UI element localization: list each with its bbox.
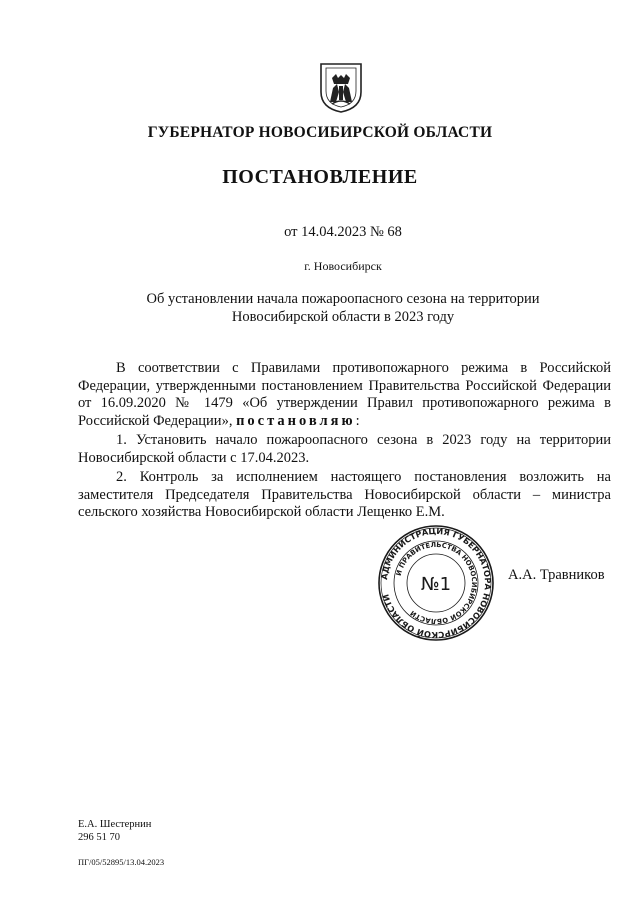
coat-of-arms-emblem [318, 62, 364, 114]
item-1-paragraph: 1. Установить начало пожароопасного сезона в 2023 году на территории Новосибирской области с 17.04.2023. [78, 432, 611, 466]
signatory-name: А.А. Травников [508, 567, 605, 583]
seal-outer-text: АДМИНИСТРАЦИЯ ГУБЕРНАТОРА НОВОСИБИРСКОЙ ОБЛАСТИ [379, 525, 494, 641]
executor-name: Е.А. Шестернин [78, 819, 152, 830]
decree-colon: : [355, 412, 360, 429]
city-label: г. Новосибирск [304, 259, 382, 273]
subject-line-1: Об установлении начала пожароопасного сезона на территории [146, 291, 540, 307]
authority-heading: ГУБЕРНАТОР НОВОСИБИРСКОЙ ОБЛАСТИ [147, 124, 493, 141]
official-seal-stamp [377, 524, 495, 642]
seal-number: №1 [420, 574, 452, 595]
preamble-text: В соответствии с Правилами противопожарного режима в Российской Федерации, утвержденными постановлением Правительства Российской Федерации от 16.09.2020 № 1479 «Об утверждении Правил противопожарного режима в Российской Федерации», [78, 360, 611, 429]
executor-phone: 296 51 70 [78, 832, 120, 843]
date-number-line: от 14.04.2023 № 68 [284, 224, 402, 240]
document-type-title: ПОСТАНОВЛЕНИЕ [222, 166, 418, 188]
subject-line-2: Новосибирской области в 2023 году [231, 309, 455, 325]
decree-word: постановляю [236, 412, 356, 429]
registration-number: ПГ/05/52895/13.04.2023 [78, 857, 165, 867]
seal-inner-text: И ПРАВИТЕЛЬСТВА НОВОСИБИРСКОЙ ОБЛАСТИ [394, 540, 479, 626]
document-body [78, 360, 611, 522]
preamble-paragraph [78, 360, 611, 430]
item-2-paragraph: 2. Контроль за исполнением настоящего постановления возложить на заместителя Председателя Правительства Новосибирской области – министра сельского хозяйства Новосибирской области Лещенко Е.М. [78, 469, 611, 520]
document-subject [110, 290, 576, 326]
executor-block [78, 818, 151, 844]
